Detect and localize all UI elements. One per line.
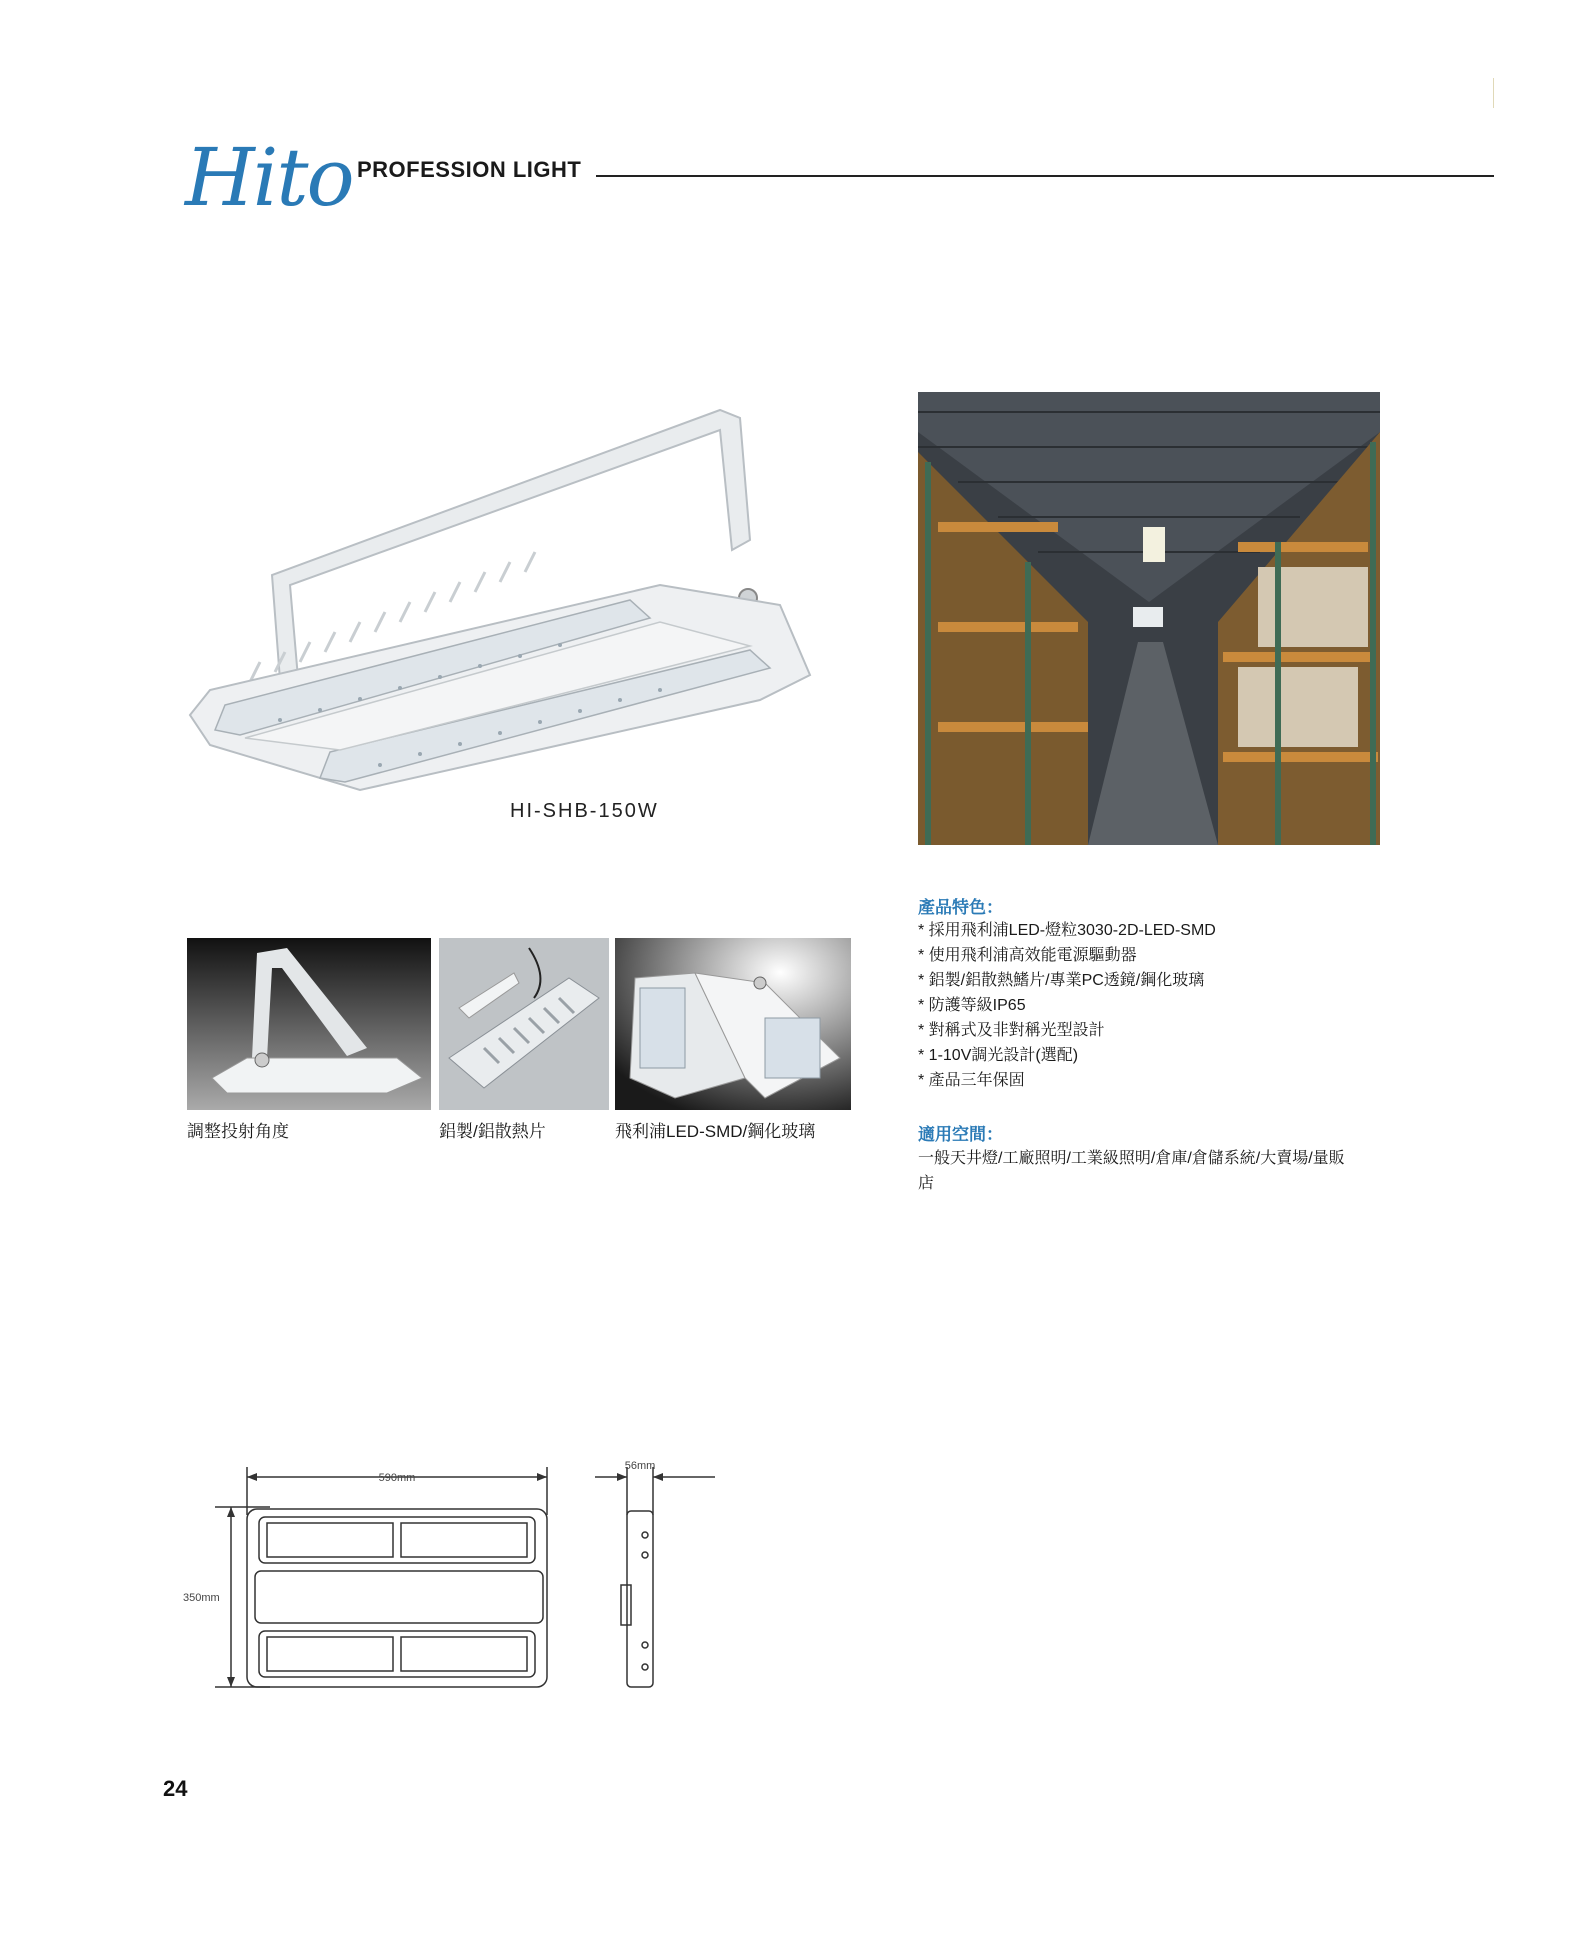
- applicable-spaces-title: 適用空間：: [918, 1125, 1003, 1144]
- brand-logo: Hito: [185, 131, 353, 224]
- caption-led-glass: 飛利浦LED-SMD/鋼化玻璃: [615, 1122, 816, 1141]
- page-number: 24: [163, 1776, 188, 1801]
- height-dimension-label: 350mm: [183, 1592, 220, 1604]
- product-model-label: HI-SHB-150W: [510, 800, 659, 822]
- features-title: 產品特色：: [918, 898, 1003, 917]
- feature-item: * 1-10V調光設計(選配): [918, 1043, 1216, 1068]
- warehouse-photo: [918, 392, 1380, 845]
- corner-mark: [1493, 78, 1494, 108]
- width-dimension-label: 590mm: [378, 1472, 416, 1484]
- dimension-drawing: [175, 1455, 735, 1700]
- features-list: [918, 918, 1216, 1093]
- feature-item: * 使用飛利浦高效能電源驅動器: [918, 943, 1216, 968]
- caption-aluminum-heatsink: 鋁製/鋁散熱片: [439, 1122, 546, 1141]
- caption-adjust-angle: 調整投射角度: [187, 1122, 289, 1141]
- depth-dimension-label: 56mm: [624, 1460, 656, 1472]
- thumbnail-aluminum-heatsink: [439, 938, 609, 1110]
- feature-item: * 鋁製/鋁散熱鰭片/專業PC透鏡/鋼化玻璃: [918, 968, 1216, 993]
- header-divider: [596, 175, 1494, 177]
- product-hero-image: [180, 390, 830, 810]
- feature-item: * 防護等級IP65: [918, 993, 1216, 1018]
- applicable-spaces-text: 一般天井燈/工廠照明/工業級照明/倉庫/倉儲系統/大賣場/量販店: [918, 1150, 1345, 1192]
- feature-item: * 採用飛利浦LED-燈粒3030-2D-LED-SMD: [918, 918, 1216, 943]
- feature-item: * 對稱式及非對稱光型設計: [918, 1018, 1216, 1043]
- thumbnail-adjust-angle: [187, 938, 431, 1110]
- feature-item: * 產品三年保固: [918, 1068, 1216, 1093]
- brand-tagline: PROFESSION LIGHT: [357, 157, 582, 182]
- thumbnail-led-glass: [615, 938, 851, 1110]
